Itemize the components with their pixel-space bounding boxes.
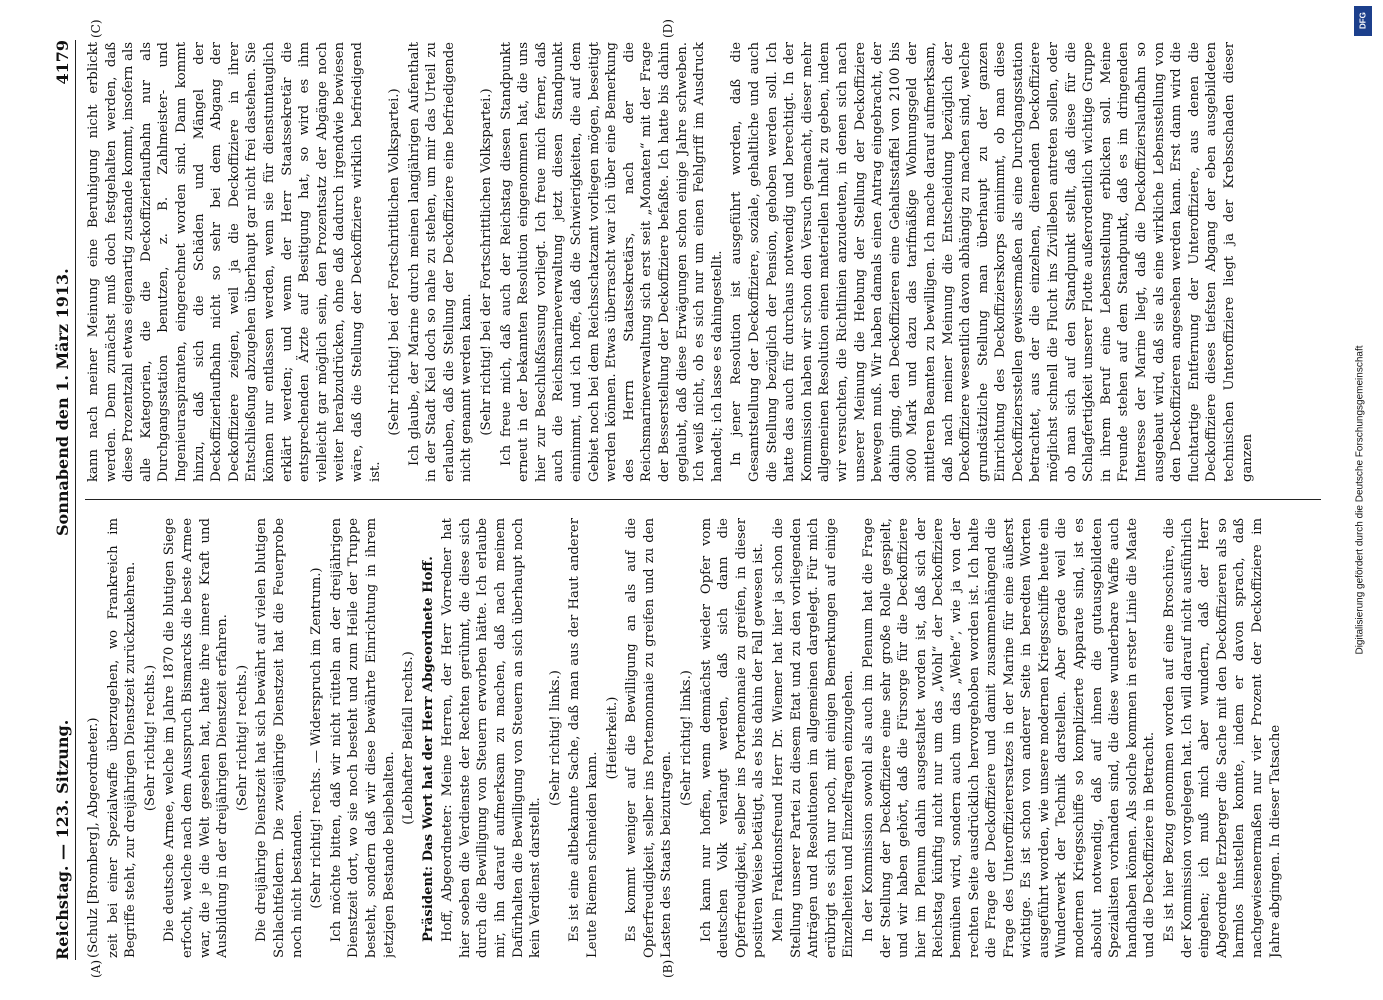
paragraph: kann nach meiner Meinung eine Beruhigung nicht erblickt werden. Denn zunächst muß doch festgehalten werden, daß diese Prozentzahl etwas eigenartig zustande kommt, insofern als alle Kategorien, die die Deckoffizierlaufbahn nur als Durchgangsstation benutzen, z. B. Zahlmeister- und Ingenieuraspiranten, eingerechnet worden sind. Dann kommt hinzu, daß sich die Schäden und Mängel der Deckoffizierlaufbahn nicht so sehr bei dem Abgang der Deckoffiziere zeigen, weil ja die Deckoffiziere in ihrer Entschließung abzugehen überhaupt gar nicht frei dastehen. Sie können nur entlassen werden, wenn sie für dienstuntauglich erklärt werden; und wenn der Herr Staatssekretär die entsprechenden Ärzte auf Besitigung hat, so wird es ihm vielleicht gar möglich sein, den Prozentsatz der Abgänge noch weiter herabzudrücken, ohne daß dadurch irgendwie bewiesen wäre, daß die Stellung der Deckoffiziere wirklich befriedigend ist. <box>86 42 383 482</box>
paragraph: In jener Resolution ist ausgeführt worden, daß die Gesamtstellung der Deckoffiziere, soziale, gehaltliche und auch die Stellung bezüglich der Pension, gehoben werden soll. Ich hatte das auch für durchaus notwendig und berechtigt. In der Kommission haben wir schon den Versuch gemacht, dieser mehr allgemeinen Resolution einen materiellen Inhalt zu geben, indem wir versuchten, die Richtlinien anzudeuten, in denen sich nach unserer Meinung die Hebung der Stellung der Deckoffiziere bewegen muß. Wir haben damals einen Antrag eingebracht, der dahin ging, den Deckoffizieren eine Gehaltsstaffel von 2100 bis 3600 Mark und dazu das tarifmäßige Wohnungsgeld der mittleren Beamten zu bewilligen. Ich mache darauf aufmerksam, daß nach meiner Meinung die Entscheidung bezüglich der Deckoffiziere wesentlich davon abhängig zu machen sind, welche grundsätzliche Stellung man überhaupt zu der ganzen Einrichtung des Deckoffizierskorps einnimmt, ob man diese Deckoffiziersstellen gewissermaßen als eine Durchgangsstation betrachtet, aus der die einzelnen, dienenden Deckoffiziere möglichst schnell die Flucht ins Zivilleben antreten sollen, oder ob man sich auf den Standpunkt stellt, daß diese für die Schlagfertigkeit unserer Flotte außerordentlich wichtige Gruppe in ihrem Beruf eine Lebensstellung erblicken soll. Meine Freunde stehen auf dem Standpunkt, daß es im dringenden Interesse der Marine liegt, daß die Deckoffizierslaufbahn so ausgebaut wird, daß sie als eine wirkliche Lebensstellung von den Deckoffizieren angesehen werden kann. Erst dann wird die fluchtartige Entfernung der Unteroffiziere, aus denen die Deckoffiziere dieses tiefsten Abgang der eben ausgebildeten technischen Unteroffiziere liegt ja der Krebsschaden dieser ganzen <box>729 42 1255 482</box>
paragraph: Es ist eine altbekannte Sache, daß man aus der Haut anderer Leute Riemen schneiden kann. <box>567 518 601 958</box>
header-center: Sonnabend den 1. März 1913. <box>52 268 72 536</box>
interjection: (Sehr richtig! rechts.) <box>142 664 158 812</box>
speaker-line: Präsident: Das Wort hat der Herr Abgeordnete Hoff. <box>420 556 436 942</box>
paragraph: In der Kommission sowohl als auch im Plenum hat die Frage der Stellung der Deckoffiziere eine sehr große Rolle gespielt, und wir haben gehört, daß die Fürsorge für die Deckoffiziere hier im Plenum dahin ausgestaltet worden ist, daß sich der Reichstag künftig nicht nur um das „Wohl“ der Deckoffiziere bemühen wird, sondern auch um das „Wehe“, wie ja von der rechten Seite ausdrücklich hervorgehoben worden ist. Ich halte die Frage der Deckoffiziere und damit zusammenhängend die Frage des Unteroffizierersatzes in der Marine für eine äußerst wichtige. Es ist schon von anderer Seite in beredten Worten ausgeführt worden, wie unsere modernen Kriegsschiffe heute ein Wunderwerk der Technik darstellen. Aber gerade weil die modernen Kriegsschiffe so komplizierte Apparate sind, ist es absolut notwendig, daß auf ihnen die gutausgebildeten Spezialisten vorhanden sind, die diese wunderbare Waffe auch handhaben können. Als solche kommen in erster Linie die Maate und die Deckoffiziere in Betracht. <box>860 518 1158 958</box>
paragraph: Hoff, Abgeordneter: Meine Herren, der Herr Vorredner hat hier soeben die Verdienste der Rechten gerühmt, die diese sich durch die Bewilligung von Steuern erworben hätte. Ich erlaube mir, ihn darauf aufmerksam zu machen, daß nach meinem Dafürhalten die Bewilligung von Steuern an sich überhaupt noch kein Verdienst darstellt. <box>440 518 544 958</box>
dfg-logo: DFG <box>1354 6 1372 36</box>
interjection: (Sehr richtig! rechts. — Widerspruch im Zentrum.) <box>309 567 325 909</box>
rotated-document-page <box>41 20 1341 980</box>
margin-mark-c: (C) <box>89 19 103 38</box>
paragraph: Die dreijährige Dienstzeit hat sich bewährt auf vielen blutigen Schlachtfeldern. Die zweijährige Dienstzeit hat die Feuerprobe noch nicht bestanden. <box>254 518 305 958</box>
left-text-column <box>85 518 1321 958</box>
column-divider <box>85 499 1321 500</box>
header-left: Reichstag. — 123. Sitzung. <box>52 719 72 960</box>
interjection: (Sehr richtig! rechts.) <box>234 664 250 812</box>
paragraph: Es ist hier Bezug genommen worden auf eine Broschüre, die der Kommission vorgelegen hat. Ich will darauf nicht ausführlich eingehen; ich muß mich aber wundern, daß der Herr Abgeordnete Erzberger die Sache mit den Deckoffizieren als so harmlos hinstellen konnte, indem er davon sprach, daß nachgewiesenermaßen nur vier Prozent der Deckoffiziere im Jahre abgingen. In dieser Tatsache <box>1162 518 1283 958</box>
paragraph: Ich kann nur hoffen, wenn demnächst wieder Opfer vom deutschen Volk verlangt werden, daß sich dann die Opferfreudigkeit, selber ins Portemonnaie zu greifen, in dieser positiven Weise betätigt, als es bis dahin der Fall gewesen ist. <box>698 518 767 958</box>
margin-mark-d: (D) <box>661 19 675 38</box>
paragraph: zeit bei einer Spezialwaffe überzugehen, wo Frankreich im Begriffe steht, zur dreijährigen Dienstzeit zurückzukehren. <box>105 518 139 958</box>
page-number: 4179 <box>52 40 72 85</box>
interjection: (Sehr richtig! links.) <box>547 670 563 806</box>
interjection: (Heiterkeit.) <box>604 696 620 780</box>
paragraph: Ich möchte bitten, daß wir nicht rütteln an der dreijährigen Dienstzeit dort, wo sie noch besteht und zum Heile der Truppe besteht, sondern daß wir diese bewährte Einrichtung in ihrem jetzigen Bestande beibehalten. <box>328 518 397 958</box>
interjection: (Lebhafter Beifall rechts.) <box>401 651 417 825</box>
paragraph: Ich glaube, der Marine durch meinen langjährigen Aufenthalt in der Stadt Kiel doch so nahe zu stehen, um mir das Urteil zu erlauben, daß die Stellung der Deckoffiziere eine befriedigende nicht genannt werden kann. <box>406 42 475 482</box>
interjection: (Sehr richtig! bei der Fortschrittlichen Volkspartei.) <box>387 88 403 436</box>
paragraph: Ich freue mich, daß auch der Reichstag diesen Standpunkt erneut in der bekannten Resolution eingenommen hat, die uns hier zur Beschlußfassung vorliegt. Ich freue mich ferner, daß auch die Reichsmarineverwaltung jetzt diesen Standpunkt einnimmt, und ich hoffe, daß die Schwierigkeiten, die auf dem Gebiet noch bei dem Reichsschatzamt vorliegen mögen, beseitigt werden können. Etwas überrascht war ich über eine Bemerkung des Herrn Staatssekretärs, nach der die Reichsmarineverwaltung sich erst seit „Monaten“ mit der Frage der Besserstellung der Deckoffiziere befaßte. Ich hatte bis dahin geglaubt, daß diese Erwägungen schon einige Jahre schweben. Ich weiß nicht, ob es sich nur um einen Fehlgriff im Ausdruck handelt; ich lasse es dahingestellt. <box>498 42 725 482</box>
paragraph: Die deutsche Armee, welche im Jahre 1870 die blutigen Siege erfocht, welche nach dem Ausspruch Bismarcks die beste Armee war, die je die Welt gesehen hat, hatte ihre innere Kraft und Ausbildung in der dreijährigen Dienstzeit erfahren. <box>162 518 231 958</box>
margin-mark-a: (A) <box>89 959 103 978</box>
paragraph: Es kommt weniger auf die Bewilligung an als auf die Opferfreudigkeit, selber ins Portemonnaie zu greifen und zu den Lasten des Staats beizutragen. <box>624 518 675 958</box>
paragraph: Mein Fraktionsfreund Herr Dr. Wiemer hat hier ja schon die Stellung unserer Partei zu diesem Etat und zu den vorliegenden Anträgen und Resolutionen im allgemeinen dargelegt. Für mich erübrigt es sich nur noch, mit einigen Bemerkungen auf einige Einzelheiten und Einzelfragen einzugehen. <box>770 518 857 958</box>
paragraph: (Schulz [Bromberg], Abgeordneter.) <box>86 717 101 958</box>
digitization-credit: Digitalisierung gefördert durch die Deutsche Forschungsgemeinschaft <box>1354 345 1366 655</box>
right-text-column <box>85 42 1321 482</box>
page-header <box>49 40 76 960</box>
interjection: (Sehr richtig! links.) <box>679 670 694 806</box>
interjection: (Sehr richtig! bei der Fortschrittlichen Volkspartei.) <box>479 88 495 436</box>
margin-mark-b: (B) <box>661 959 675 978</box>
